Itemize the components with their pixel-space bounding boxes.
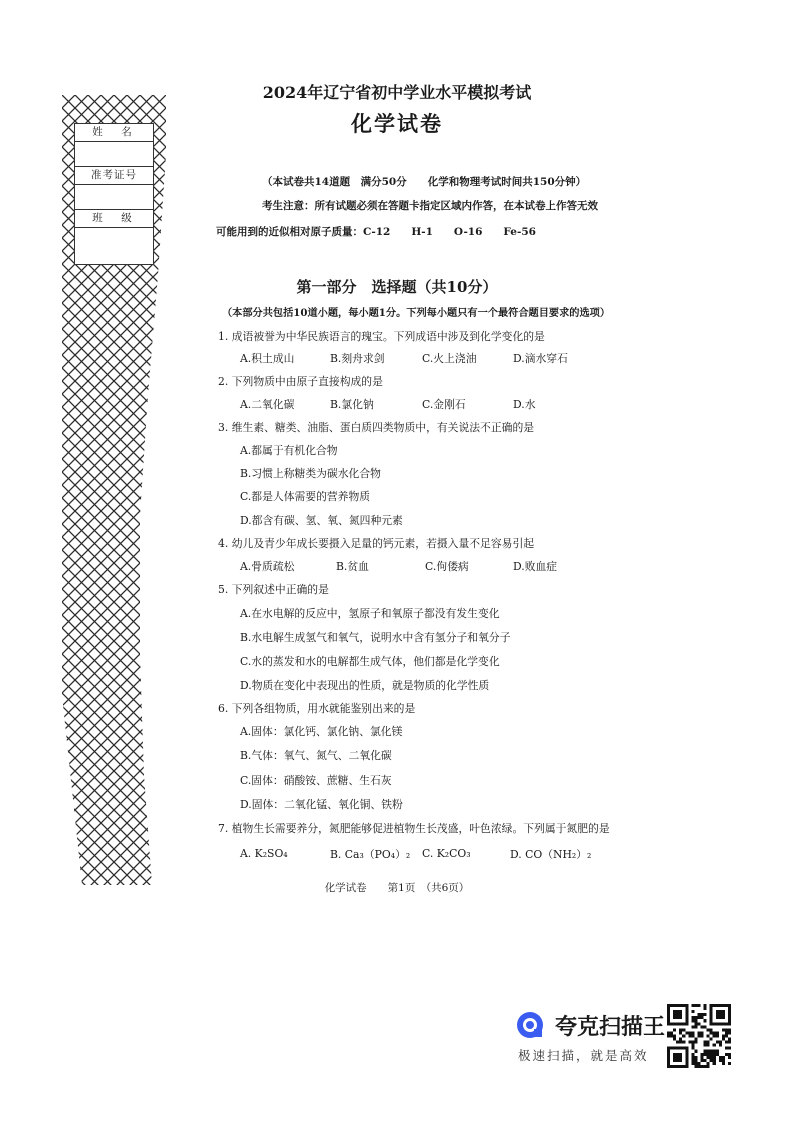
- exam-title: 2024年辽宁省初中学业水平模拟考试: [262, 83, 532, 102]
- quark-logo-icon: [515, 1010, 545, 1040]
- question-3: 3. 维生素、糖类、油脂、蛋白质四类物质中，有关说法不正确的是: [218, 421, 535, 434]
- question-2: 2. 下列物质中由原子直接构成的是: [218, 375, 383, 388]
- option-a[interactable]: A.二氧化碳: [240, 398, 295, 411]
- option-b[interactable]: B.刻舟求剑: [330, 352, 385, 365]
- option-a[interactable]: A.骨质疏松: [240, 560, 295, 573]
- question-6: 6. 下列各组物质，用水就能鉴别出来的是: [218, 702, 416, 715]
- option-a[interactable]: A. K₂SO₄: [240, 847, 288, 860]
- option-d[interactable]: D. CO（NH₂）₂: [510, 848, 592, 861]
- option-c[interactable]: C.固体：硝酸铵、蔗糖、生石灰: [240, 774, 392, 787]
- watermark-slogan: 极速扫描，就是高效: [518, 1048, 649, 1063]
- exam-info-line-1: （本试卷共14道题 满分50分 化学和物理考试时间共150分钟）: [262, 176, 587, 188]
- option-c[interactable]: C.水的蒸发和水的电解都生成气体，他们都是化学变化: [240, 655, 500, 668]
- option-d[interactable]: D.固体：二氧化锰、氧化铜、铁粉: [240, 798, 403, 811]
- option-c[interactable]: C.金刚石: [422, 398, 466, 411]
- option-b[interactable]: B.水电解生成氢气和氧气，说明水中含有氢分子和氧分子: [240, 631, 511, 644]
- option-c[interactable]: C.都是人体需要的营养物质: [240, 490, 371, 503]
- option-d[interactable]: D.滴水穿石: [513, 352, 568, 365]
- section-title: 第一部分 选择题（共10分）: [296, 278, 498, 296]
- question-1: 1. 成语被誉为中华民族语言的瑰宝。下列成语中涉及到化学变化的是: [218, 330, 545, 343]
- option-a[interactable]: A.都属于有机化合物: [240, 444, 338, 457]
- option-d[interactable]: D.物质在变化中表现出的性质，就是物质的化学性质: [240, 679, 490, 692]
- exam-subject: 化学试卷: [351, 111, 443, 136]
- page-footer: 化学试卷 第1页 （共6页）: [324, 882, 470, 894]
- option-b[interactable]: B.氯化钠: [330, 398, 374, 411]
- name-field[interactable]: [75, 142, 153, 167]
- option-d[interactable]: D.败血症: [513, 560, 558, 573]
- option-b[interactable]: B.气体：氧气、氮气、二氧化碳: [240, 749, 392, 762]
- option-c[interactable]: C.佝偻病: [425, 560, 469, 573]
- question-7: 7. 植物生长需要养分，氮肥能够促进植物生长茂盛，叶色浓绿。下列属于氮肥的是: [218, 822, 610, 835]
- class-label: 班 级: [75, 210, 153, 228]
- option-d[interactable]: D.水: [513, 398, 536, 411]
- exam-id-label: 准考证号: [75, 167, 153, 185]
- class-field[interactable]: [75, 228, 153, 251]
- question-4: 4. 幼儿及青少年成长要摄入足量的钙元素，若摄入量不足容易引起: [218, 537, 535, 550]
- student-info-box: [74, 123, 154, 265]
- option-a[interactable]: A.积土成山: [240, 352, 295, 365]
- question-5: 5. 下列叙述中正确的是: [218, 583, 329, 596]
- option-b[interactable]: B. Ca₃（PO₄）₂: [330, 848, 411, 861]
- section-note: （本部分共包括10道小题，每小题1分。下列每小题只有一个最符合题目要求的选项）: [222, 307, 611, 319]
- watermark-brand: 夸克扫描王: [555, 1015, 666, 1040]
- option-d[interactable]: D.都含有碳、氢、氧、氮四种元素: [240, 514, 403, 527]
- option-c[interactable]: C. K₂CO₃: [422, 847, 471, 860]
- exam-info-line-2: 考生注意：所有试题必须在答题卡指定区域内作答，在本试卷上作答无效: [262, 200, 598, 212]
- option-a[interactable]: A.固体：氯化钙、氯化钠、氯化镁: [240, 725, 403, 738]
- name-label: 姓 名: [75, 124, 153, 142]
- atomic-mass-line: 可能用到的近似相对原子质量：C-12 H-1 O-16 Fe-56: [216, 226, 536, 238]
- option-c[interactable]: C.火上浇油: [422, 352, 477, 365]
- exam-id-field[interactable]: [75, 185, 153, 210]
- qr-code-icon: [667, 1004, 731, 1068]
- option-a[interactable]: A.在水电解的反应中，氢原子和氧原子都没有发生变化: [240, 607, 500, 620]
- option-b[interactable]: B.贫血: [336, 560, 369, 573]
- option-b[interactable]: B.习惯上称糖类为碳水化合物: [240, 467, 381, 480]
